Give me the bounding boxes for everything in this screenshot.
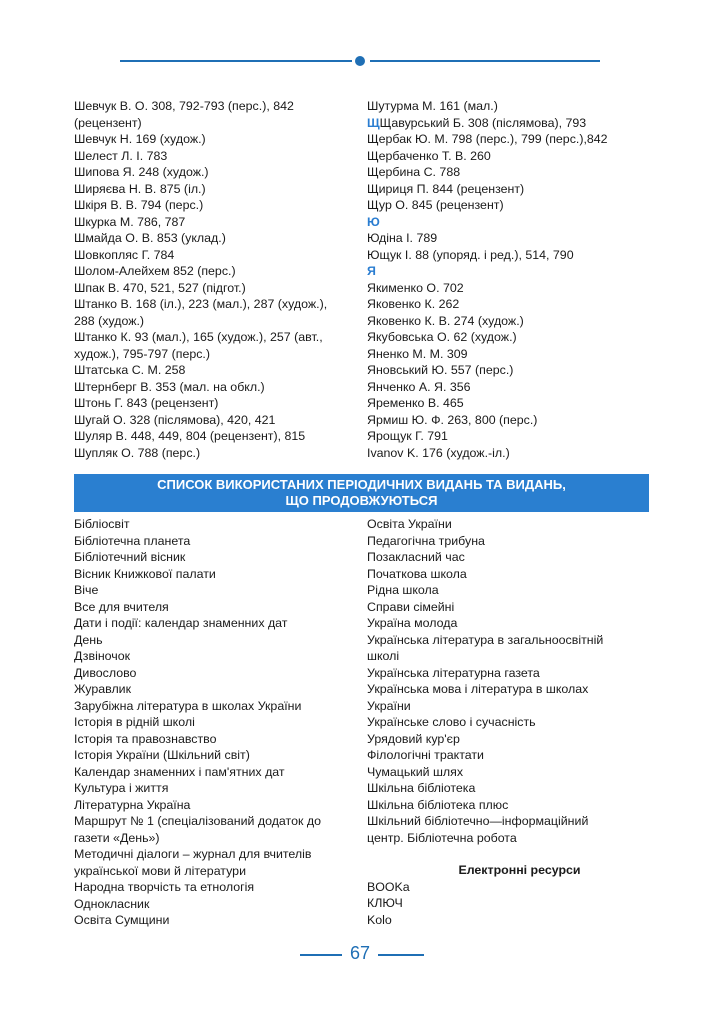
periodical-item: Методичні діалоги – журнал для вчителів	[74, 847, 312, 861]
index-entry: Яковенко К. В. 274 (худож.)	[367, 313, 524, 328]
periodical-item: Віче	[74, 583, 99, 597]
index-entry: Якубовська О. 62 (худож.)	[367, 330, 517, 344]
index-entry: Щириця П. 844 (рецензент)	[367, 181, 525, 196]
periodical-item: Філологічні трактати	[367, 748, 484, 762]
index-entry: Шовкопляс Г. 784	[74, 247, 175, 262]
footer-rule-left	[300, 954, 342, 956]
index-entry: (рецензент)	[74, 115, 142, 130]
electronic-resources-heading: Електронні ресурси	[458, 863, 581, 877]
index-entry: Щербаченко Т. В. 260	[367, 148, 491, 163]
periodical-item: Шкільна бібліотека	[367, 781, 476, 795]
periodicals-column-left	[74, 516, 359, 929]
periodical-item: газети «День»)	[74, 830, 160, 845]
index-entry: Штонь Г. 843 (рецензент)	[74, 396, 219, 410]
index-entry: Ющук І. 88 (упоряд. і ред.), 514, 790	[367, 247, 574, 262]
footer-rule-right	[378, 954, 424, 956]
index-entry: Шуляр В. 448, 449, 804 (рецензент), 815	[74, 429, 306, 443]
periodical-item: Урядовий кур'єр	[367, 731, 460, 746]
periodical-item: Шкільна бібліотека плюс	[367, 797, 509, 812]
index-entry: Яременко В. 465	[367, 396, 464, 410]
index-entry: Шевчук В. О. 308, 792-793 (перс.), 842	[74, 99, 294, 113]
index-column-left	[74, 98, 359, 461]
section-banner	[74, 474, 649, 512]
header-dot	[355, 56, 365, 66]
header-rule-left	[120, 60, 352, 62]
index-column-right	[367, 98, 652, 461]
periodical-item: Дати і події: календар знаменних дат	[74, 616, 288, 630]
periodical-item: Освіта України	[367, 517, 452, 531]
periodical-item: Українська літературна газета	[367, 665, 540, 680]
periodical-item: Народна творчість та етнологія	[74, 880, 255, 894]
index-entry: Ярощук Г. 791	[367, 429, 448, 443]
index-entry: Шевчук Н. 169 (худож.)	[74, 132, 206, 146]
index-entry: худож.), 795-797 (перс.)	[74, 346, 211, 361]
periodical-item: Українська література в загальноосвітній	[367, 632, 604, 647]
periodical-item: Початкова школа	[367, 566, 467, 581]
periodical-item: України	[367, 698, 411, 713]
periodical-item: Однокласник	[74, 896, 150, 911]
periodical-item: школі	[367, 649, 400, 663]
index-entry: Штанко К. 93 (мал.), 165 (худож.), 257 (авт.,	[74, 330, 323, 344]
index-entry: Ярмиш Ю. Ф. 263, 800 (перс.)	[367, 412, 538, 427]
periodical-item: української мови й літератури	[74, 863, 246, 878]
periodical-item: Українська мова і література в школах	[367, 682, 589, 696]
index-entry: Штернберг В. 353 (мал. на обкл.)	[74, 379, 265, 394]
index-entry: Янченко А. Я. 356	[367, 379, 471, 394]
index-entry: Шутурма М. 161 (мал.)	[367, 99, 498, 113]
periodical-item: Дивослово	[74, 665, 137, 680]
periodical-item: Календар знаменних і пам'ятних дат	[74, 764, 285, 779]
periodicals-column-right	[367, 516, 652, 928]
periodical-item: Українське слово і сучасність	[367, 715, 536, 729]
periodical-item: Бібліотечна планета	[74, 533, 191, 548]
index-entry: Штанко В. 168 (іл.), 223 (мал.), 287 (худож.),	[74, 297, 328, 311]
index-entry: Якименко О. 702	[367, 280, 464, 295]
periodical-item: Рідна школа	[367, 583, 439, 597]
index-entry: Шпак В. 470, 521, 527 (підгот.)	[74, 280, 246, 295]
periodical-item: Маршрут № 1 (спеціалізований додаток до	[74, 814, 321, 828]
periodical-item: Чумацький шлях	[367, 764, 464, 779]
periodical-item: центр. Бібліотечна робота	[367, 830, 517, 845]
periodical-item: Журавлик	[74, 682, 132, 696]
periodical-item: Історія України (Шкільний світ)	[74, 748, 250, 762]
periodical-item: Справи сімейні	[367, 599, 455, 614]
index-entry: Шипова Я. 248 (худож.)	[74, 165, 209, 179]
index-entry: Ivanov K. 176 (худож.-іл.)	[367, 445, 510, 460]
index-entry: Яновський Ю. 557 (перс.)	[367, 363, 514, 377]
periodical-item: Україна молода	[367, 616, 458, 630]
periodical-item: Бібліотечний вісник	[74, 550, 186, 564]
periodical-item: Бібліосвіт	[74, 517, 130, 531]
index-entry: Щербина С. 788	[367, 165, 461, 179]
index-entry: Шолом-Алейхем 852 (перс.)	[74, 264, 236, 278]
electronic-resource-item: BOOKa	[367, 879, 410, 894]
index-entry: 288 (худож.)	[74, 313, 145, 328]
banner-title-line-1: СПИСОК ВИКОРИСТАНИХ ПЕРІОДИЧНИХ ВИДАНЬ ТА ВИДАНЬ,	[157, 477, 566, 492]
index-entry: Штатська С. М. 258	[74, 363, 186, 377]
periodical-item: Дзвіночок	[74, 649, 131, 663]
periodical-item: Культура і життя	[74, 781, 169, 795]
periodical-item: Історія та правознавство	[74, 731, 217, 746]
electronic-resource-item: Kolo	[367, 912, 392, 927]
index-entry: Яковенко К. 262	[367, 297, 460, 311]
index-entry: Шкіря В. В. 794 (перс.)	[74, 198, 204, 212]
letter-heading-shch: Щ	[367, 115, 380, 130]
periodical-item: Освіта Сумщини	[74, 913, 170, 927]
index-entry: Шелест Л. І. 783	[74, 148, 168, 163]
periodical-item: Педагогічна трибуна	[367, 533, 485, 548]
periodical-item: Вісник Книжкової палати	[74, 566, 216, 581]
index-entry: Шкурка М. 786, 787	[74, 214, 186, 229]
index-entry: Ширяєва Н. В. 875 (іл.)	[74, 181, 206, 196]
letter-heading-yu: Ю	[367, 214, 380, 229]
periodical-item: Зарубіжна література в школах України	[74, 698, 302, 713]
periodical-item: Шкільний бібліотечно—інформаційний	[367, 814, 589, 828]
periodical-item: День	[74, 632, 103, 647]
index-entry: Щербак Ю. М. 798 (перс.), 799 (перс.),842	[367, 132, 608, 146]
index-entry-text: Щавурський Б. 308 (післямова), 793	[379, 115, 587, 130]
index-entry: Шмайда О. В. 853 (уклад.)	[74, 231, 226, 245]
index-entry: Юдіна І. 789	[367, 231, 438, 245]
index-entry: Яненко М. М. 309	[367, 346, 468, 361]
electronic-resource-item: КЛЮЧ	[367, 896, 403, 910]
periodical-item: Все для вчителя	[74, 599, 169, 614]
page-number: 67	[349, 943, 371, 963]
periodical-item: Історія в рідній школі	[74, 715, 195, 729]
periodical-item: Літературна Україна	[74, 797, 191, 812]
letter-heading-ya: Я	[367, 264, 376, 278]
index-entry	[367, 115, 652, 132]
periodical-item: Позакласний час	[367, 550, 465, 564]
index-entry: Щур О. 845 (рецензент)	[367, 198, 504, 212]
header-rule-right	[370, 60, 600, 62]
index-entry: Шугай О. 328 (післямова), 420, 421	[74, 412, 276, 427]
index-entry: Шупляк О. 788 (перс.)	[74, 445, 201, 460]
banner-title-line-2: ЩО ПРОДОВЖУЮТЬСЯ	[285, 493, 438, 508]
